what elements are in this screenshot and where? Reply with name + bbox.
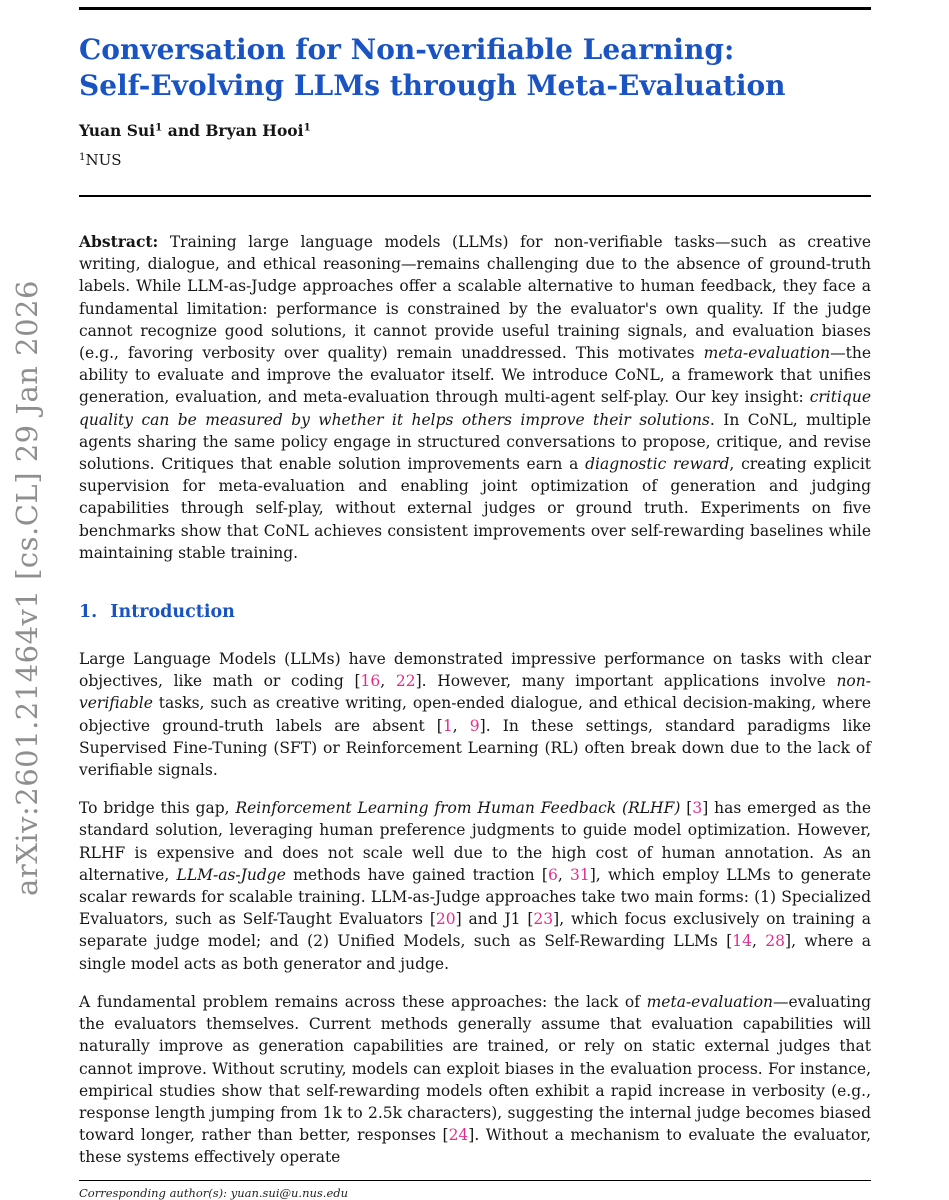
text-run: ]. Without a mechanism to evaluate the evaluator, these systems effectively operate: [79, 1126, 872, 1167]
citation-link[interactable]: 31: [570, 865, 590, 884]
text-run: ] and J1 [: [455, 910, 534, 929]
arxiv-stamp: [0, 0, 62, 1200]
emphasis-text: non-verifiable: [79, 672, 871, 713]
text-run: , creating explicit supervision for meta-evaluation and enabling joint optimization of generation and judging capabilities through self-play, without external judges or ground truth. Experiments on five benchmarks show that CoNL achieves consistent improvements over self-rewarding baselines while maintaining stable training.: [79, 455, 872, 562]
text-run: ], where a single model acts as both generator and judge.: [79, 932, 872, 973]
corresponding-author-note: [79, 1186, 871, 1200]
text-run: ] has emerged as the standard solution, leveraging human preference judgments to guide model optimization. However, RLHF is expensive and does not scale well due to the high cost of human annotation. As an alternative,: [79, 799, 871, 884]
emphasis-text: Corresponding author(s):: [79, 1186, 231, 1200]
emphasis-text: LLM-as-Judge: [176, 865, 286, 884]
affiliation-line: [79, 151, 871, 169]
citation-link[interactable]: 14: [732, 932, 752, 951]
text-run: Large Language Models (LLMs) have demonstrated impressive performance on tasks with clear objectives, like math or coding [: [79, 650, 871, 691]
bold-text: Abstract:: [79, 232, 159, 251]
paper-content: [79, 0, 871, 1185]
text-run: ,: [452, 716, 470, 735]
text-run: Training large language models (LLMs) for non-verifiable tasks—such as creative writing, dialogue, and ethical reasoning—remains challenging due to the absence of ground-truth labels. While LLM-as-Judge approaches offer a scalable alternative to human feedback, they face a fundamental limitation: performance is constrained by the evaluator's own quality. If the judge cannot recognize good solutions, it cannot provide useful training signals, and evaluation biases (e.g., favoring verbosity over quality) remain unaddressed. This motivates: [79, 233, 871, 363]
citation-link[interactable]: 22: [395, 672, 416, 691]
intro-paragraph-2: [79, 797, 871, 975]
citation-link[interactable]: 28: [765, 932, 786, 951]
citation-link[interactable]: 24: [448, 1126, 469, 1145]
text-run: ,: [380, 672, 396, 691]
section-title: Introduction: [110, 602, 235, 623]
emphasis-text: diagnostic reward: [585, 455, 730, 474]
intro-paragraph-3: [79, 991, 871, 1169]
text-run: and: [162, 121, 206, 140]
text-run: ], which employ LLMs to generate scalar rewards for scalable training. LLM-as-Judge approaches take two main forms: (1) Specialized Evaluators, such as Self-Taught Evaluators [: [79, 865, 872, 929]
abstract-paragraph: [79, 231, 871, 564]
citation-link[interactable]: 6: [547, 865, 558, 884]
text-run: —evaluating the evaluators themselves. Current methods generally assume that evaluation capabilities will naturally improve as generation capabilities are trained, or rely on static external judges that cannot improve. Without scrutiny, models can exploit biases in the evaluation process. For instance, empirical studies show that self-rewarding models often exhibit a rapid increase in verbosity (e.g., response length jumping from 1k to 2.5k characters), suggesting the internal judge becomes biased toward longer, rather than better, responses [: [79, 992, 871, 1145]
paper-title: [79, 32, 871, 104]
superscript-marker: 1: [79, 151, 86, 163]
citation-link[interactable]: 23: [533, 910, 554, 929]
emphasis-text: meta-evaluation: [646, 992, 774, 1011]
text-run: ,: [751, 932, 766, 951]
text-run: —the ability to evaluate and improve the evaluator itself. We introduce CoNL, a framework that unifies generation, evaluation, and meta-evaluation through multi-agent self-play. Our key insight:: [79, 344, 871, 407]
footnote-block: [79, 1178, 871, 1200]
text-run: ]. However, many important applications involve: [415, 672, 837, 691]
title-line-2: Self-Evolving LLMs through Meta-Evaluation: [79, 69, 786, 102]
authors-line: [79, 121, 871, 140]
citation-link[interactable]: 9: [469, 716, 480, 735]
intro-paragraph-1: [79, 648, 871, 781]
header-divider-rule: [79, 195, 871, 197]
emphasis-text: Reinforcement Learning from Human Feedback (RLHF): [235, 799, 681, 818]
text-run: tasks, such as creative writing, open-ended dialogue, and ethical decision-making, where objective ground-truth labels are absent [: [79, 694, 871, 735]
arxiv-id-label: arXiv:2601.21464v1 [cs.CL] 29 Jan 2026: [10, 280, 44, 896]
text-run: ], which focus exclusively on training a separate judge model; and (2) Unified Models, such as Self-Rewarding LLMs [: [79, 910, 871, 951]
citation-link[interactable]: 16: [360, 672, 381, 691]
top-rule: [79, 7, 871, 10]
footnote-rule: [79, 1180, 871, 1181]
text-run: methods have gained traction [: [285, 865, 548, 884]
text-run: ,: [557, 865, 571, 884]
text-run: . In CoNL, multiple agents sharing the same policy engage in structured conversations to propose, critique, and revise solutions. Critiques that enable solution improvements earn a: [79, 410, 871, 474]
citation-link[interactable]: 1: [442, 716, 453, 735]
text-run: [: [680, 799, 693, 818]
citation-link[interactable]: 3: [692, 799, 703, 818]
text-run: A fundamental problem remains across these approaches: the lack of: [79, 992, 647, 1011]
emphasis-text: critique quality can be measured by whether it helps others improve their solutions: [79, 388, 871, 429]
section-number: 1.: [79, 602, 98, 623]
text-run: To bridge this gap,: [79, 799, 236, 818]
text-run: Yuan Sui: [79, 121, 156, 140]
emphasis-text: meta-evaluation: [703, 344, 831, 363]
email-link[interactable]: yuan.sui@u.nus.edu: [230, 1186, 349, 1200]
text-run: NUS: [85, 151, 122, 169]
section-heading-introduction: [79, 602, 871, 622]
text-run: Bryan Hooi: [205, 121, 304, 140]
superscript-marker: 1: [155, 121, 163, 134]
title-line-1: Conversation for Non-verifiable Learning:: [79, 33, 735, 66]
citation-link[interactable]: 20: [435, 910, 456, 929]
superscript-marker: 1: [303, 121, 311, 134]
text-run: ]. In these settings, standard paradigms like Supervised Fine-Tuning (SFT) or Reinforcement Learning (RL) often break down due to the lack of verifiable signals.: [79, 716, 871, 780]
